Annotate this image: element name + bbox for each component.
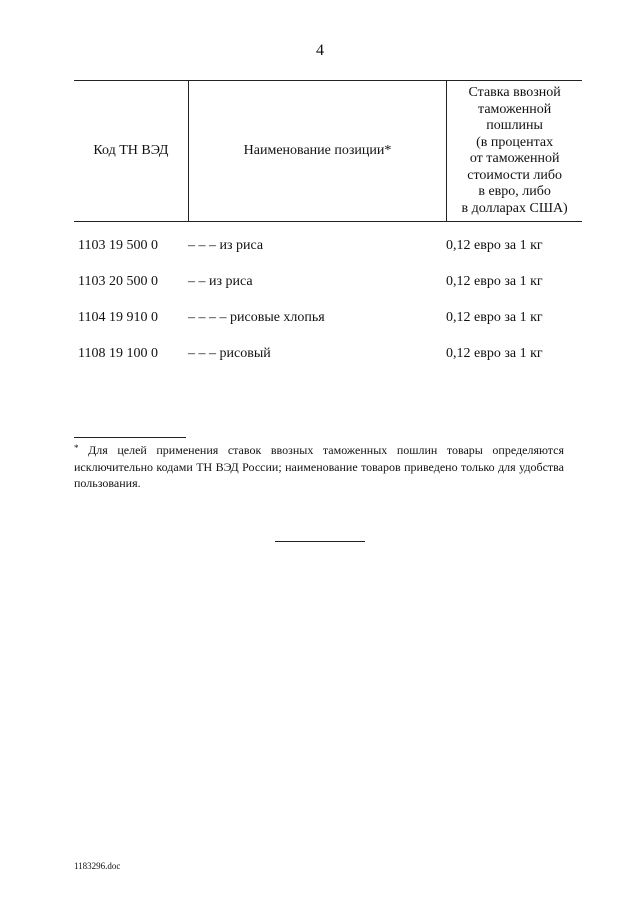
header-rate-line: в евро, либо	[478, 184, 551, 199]
header-rate-line: (в процентах	[476, 134, 554, 150]
footnote-separator	[74, 437, 186, 438]
header-rate-line: стоимости либо	[467, 167, 563, 183]
footnote	[74, 442, 564, 492]
table-header	[74, 80, 582, 222]
header-rate-line: в долларах США)	[461, 200, 568, 216]
footnote-text: Для целей применения ставок ввозных таможенных пошлин товары определяются исключительно кодами ТН ВЭД России; наименование товаров приведено только для удобства пользования.	[74, 443, 565, 490]
page-number: 4	[316, 42, 324, 59]
file-name: 1183296.doc	[74, 861, 121, 871]
row-name: – – – из риса	[188, 238, 264, 253]
footnote-marker: *	[74, 443, 79, 453]
row-name: – – – рисовый	[188, 346, 271, 361]
header-rate	[447, 81, 582, 221]
header-code: Код ТН ВЭД	[74, 81, 189, 221]
row-code: 1104 19 910 0	[78, 310, 158, 325]
row-rate: 0,12 евро за 1 кг	[446, 238, 543, 253]
header-rate-line: пошлины	[486, 118, 543, 133]
row-name: – – из риса	[188, 274, 253, 289]
row-rate: 0,12 евро за 1 кг	[446, 310, 543, 325]
row-code: 1103 20 500 0	[78, 274, 158, 289]
table-row	[74, 310, 582, 346]
header-rate-line: от таможенной	[469, 151, 560, 166]
header-rate-line: таможенной	[478, 101, 552, 117]
end-of-document-rule	[275, 541, 365, 542]
header-rate-line: Ставка ввозной	[468, 85, 561, 100]
table-row	[74, 346, 582, 382]
row-rate: 0,12 евро за 1 кг	[446, 274, 543, 289]
row-name: – – – – рисовые хлопья	[188, 310, 325, 325]
table-row	[74, 274, 582, 310]
tariff-table	[74, 80, 582, 382]
row-code: 1103 19 500 0	[78, 238, 158, 253]
table-row	[74, 238, 582, 274]
row-rate: 0,12 евро за 1 кг	[446, 346, 543, 361]
header-name: Наименование позиции*	[189, 81, 447, 221]
row-code: 1108 19 100 0	[78, 346, 158, 361]
table-body	[74, 238, 582, 382]
